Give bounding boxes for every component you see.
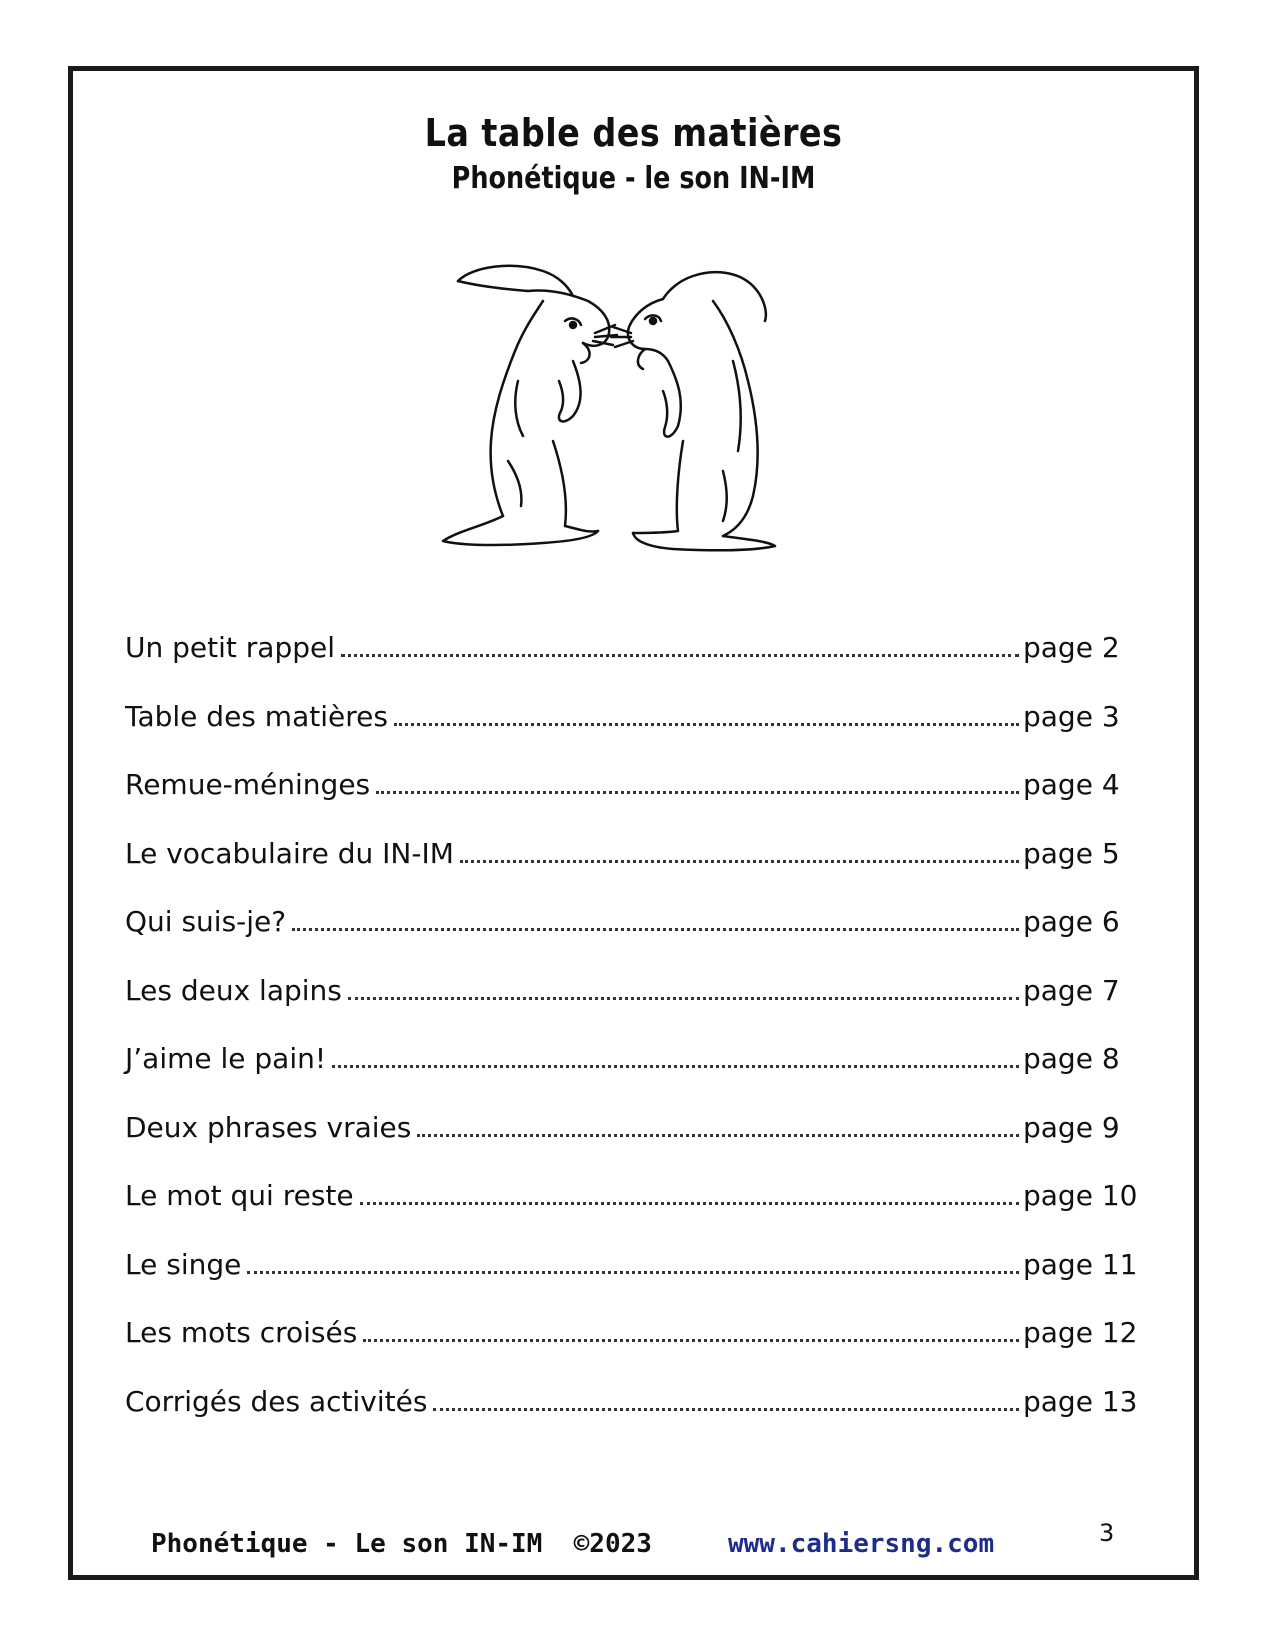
- toc-page: page 11: [1023, 1247, 1138, 1281]
- dot-leader: [247, 1270, 1019, 1274]
- toc-label: Le vocabulaire du IN-IM: [125, 836, 454, 870]
- toc-row: [125, 1384, 1138, 1454]
- page-title: La table des matières: [424, 111, 843, 155]
- toc-row: [125, 974, 1135, 1043]
- left-rabbit: [443, 266, 617, 545]
- toc-label: Corrigés des activités: [125, 1384, 428, 1418]
- page-frame: [68, 66, 1199, 1580]
- toc-page: page 10: [1023, 1179, 1138, 1212]
- toc-page: page 12: [1023, 1316, 1138, 1349]
- toc-label: Un petit rappel: [125, 631, 335, 664]
- toc-page: page 13: [1023, 1384, 1138, 1418]
- dot-leader: [394, 722, 1019, 726]
- toc-row: [125, 905, 1135, 974]
- footer-text: Phonétique - Le son IN-IM ©2023: [151, 1529, 652, 1559]
- toc-label: Le mot qui reste: [125, 1179, 354, 1212]
- toc-row: [125, 837, 1135, 906]
- toc-page: page 3: [1023, 699, 1120, 733]
- toc-label: Les deux lapins: [125, 973, 342, 1007]
- toc-label: Les mots croisés: [125, 1316, 358, 1349]
- right-rabbit: [611, 272, 775, 550]
- footer-url-link[interactable]: www.cahiersng.com: [728, 1529, 995, 1559]
- toc-row: [125, 631, 1135, 700]
- dot-leader: [360, 1201, 1019, 1205]
- toc-row: [125, 1111, 1135, 1180]
- toc-row: [125, 1042, 1135, 1111]
- toc-page: page 4: [1023, 768, 1120, 801]
- dot-leader: [433, 1407, 1019, 1411]
- table-of-contents: [125, 631, 1138, 1453]
- toc-label: Le singe: [125, 1247, 242, 1281]
- toc-row: [125, 1247, 1138, 1317]
- dot-leader: [348, 996, 1019, 1000]
- toc-label: Deux phrases vraies: [125, 1110, 412, 1144]
- toc-label: Table des matières: [125, 699, 388, 733]
- toc-page: page 2: [1023, 631, 1120, 664]
- toc-page: page 8: [1023, 1042, 1120, 1075]
- page-number: 3: [1099, 1519, 1115, 1547]
- dot-leader: [460, 859, 1019, 863]
- dot-leader: [332, 1064, 1019, 1068]
- dot-leader: [341, 653, 1019, 657]
- dot-leader: [292, 927, 1019, 931]
- toc-row: [125, 768, 1135, 837]
- toc-label: Qui suis-je?: [125, 905, 287, 938]
- toc-row: [125, 1179, 1138, 1248]
- dot-leader: [363, 1338, 1019, 1342]
- toc-page: page 6: [1023, 905, 1120, 938]
- dot-leader: [376, 790, 1019, 794]
- toc-page: page 7: [1023, 973, 1120, 1007]
- toc-label: Remue-méninges: [125, 768, 371, 801]
- two-rabbits-illustration: [423, 241, 823, 561]
- toc-row: [125, 700, 1135, 769]
- toc-page: page 9: [1023, 1110, 1120, 1144]
- toc-row: [125, 1316, 1138, 1385]
- toc-label: J’aime le pain!: [125, 1042, 327, 1075]
- dot-leader: [417, 1133, 1019, 1137]
- toc-page: page 5: [1023, 836, 1120, 870]
- page-subtitle: Phonétique - le son IN-IM: [451, 161, 816, 196]
